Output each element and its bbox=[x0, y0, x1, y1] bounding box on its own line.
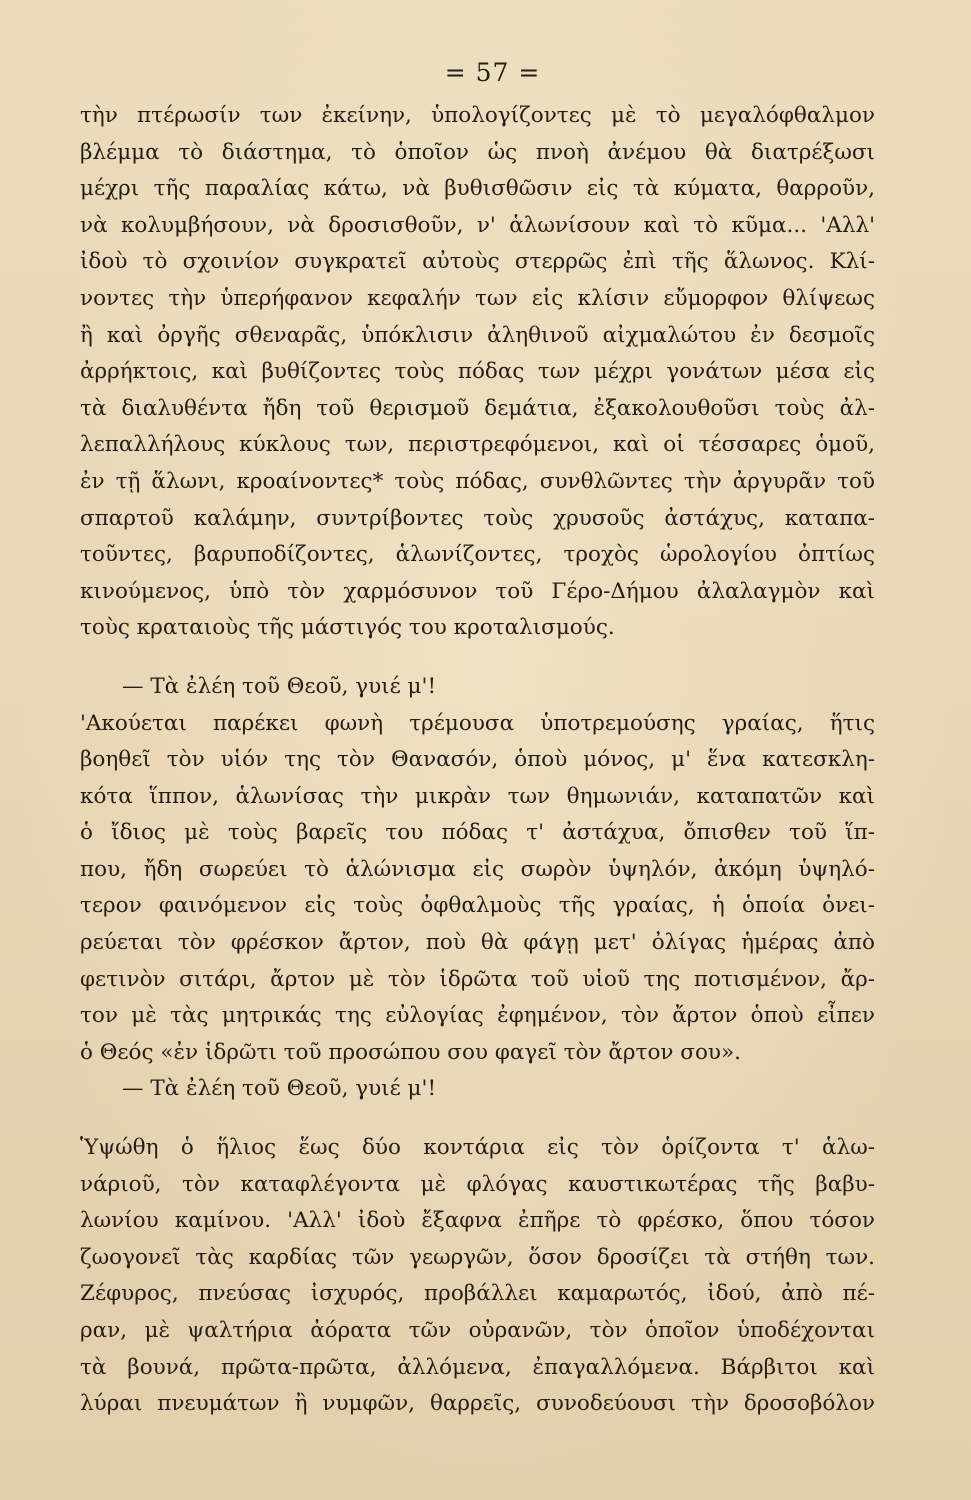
text-line: κότα ἵππον, ἁλωνίσας τὴν μικρὰν των θημωνιάν, καταπατῶν καὶ bbox=[80, 783, 875, 809]
text-line: που, ἤδη σωρεύει τὸ ἁλώνισμα εἰς σωρὸν ὑψηλόν, ἀκόμη ὑψηλό- bbox=[80, 856, 875, 882]
text-line: ζωογονεῖ τὰς καρδίας τῶν γεωργῶν, ὅσον δροσίζει τὰ στήθη των. bbox=[80, 1244, 875, 1270]
text-line: λωνίου καμίνου. 'Αλλ' ἰδοὺ ἔξαφνα ἐπῆρε τὸ φρέσκο, ὅπου τόσον bbox=[80, 1208, 875, 1234]
dialogue-line-1 bbox=[80, 669, 875, 706]
text-line: ἐν τῇ ἅλωνι, κροαίνοντες* τοὺς πόδας, συνθλῶντες τὴν ἀργυρᾶν τοῦ bbox=[80, 468, 875, 494]
text-line: τερον φαινόμενον εἰς τοὺς ὀφθαλμοὺς τῆς γραίας, ἡ ὁποία ὀνει- bbox=[80, 893, 875, 919]
text-line: τὰ διαλυθέντα ἤδη τοῦ θερισμοῦ δεμάτια, ἐξακολουθοῦσι τοὺς ἀλ- bbox=[80, 395, 875, 421]
text-line: — Τὰ ἐλέη τοῦ Θεοῦ, γυιέ μ'! bbox=[122, 673, 437, 699]
text-line: λύραι πνευμάτων ἢ νυμφῶν, θαρρεῖς, συνοδεύουσι τὴν δροσοβόλον bbox=[80, 1391, 875, 1417]
text-line: φετινὸν σιτάρι, ἄρτον μὲ τὸν ἱδρῶτα τοῦ υἱοῦ της ποτισμένον, ἄρ- bbox=[80, 966, 875, 992]
text-line: ἀρρήκτοις, καὶ βυθίζοντες τοὺς πόδας των μέχρι γονάτων μέσα εἰς bbox=[80, 359, 875, 385]
text-line: ἰδοὺ τὸ σχοινίον συγκρατεῖ αὐτοὺς στερρῶς ἐπὶ τῆς ἅλωνος. Κλί- bbox=[80, 249, 875, 275]
text-line: — Τὰ ἐλέη τοῦ Θεοῦ, γυιέ μ'! bbox=[122, 1076, 437, 1102]
text-line: νὰ κολυμβήσουν, νὰ δροσισθοῦν, ν' ἁλωνίσουν καὶ τὸ κῦμα... 'Αλλ' bbox=[80, 212, 875, 238]
text-line: λεπαλλήλους κύκλους των, περιστρεφόμενοι, καὶ οἱ τέσσαρες ὁμοῦ, bbox=[80, 432, 875, 458]
paragraph-3 bbox=[80, 1130, 875, 1423]
text-line: ὁ ἴδιος μὲ τοὺς βαρεῖς του πόδας τ' ἀστάχυα, ὄπισθεν τοῦ ἵπ- bbox=[80, 820, 875, 846]
text-line: νάριοῦ, τὸν καταφλέγοντα μὲ φλόγας καυστικωτέρας τῆς βαβυ- bbox=[80, 1171, 875, 1197]
text-line: μέχρι τῆς παραλίας κάτω, νὰ βυθισθῶσιν εἰς τὰ κύματα, θαρροῦν, bbox=[80, 176, 875, 202]
text-line: 'Ακούεται παρέκει φωνὴ τρέμουσα ὑποτρεμούσης γραίας, ἥτις bbox=[80, 710, 875, 736]
text-line: τὴν πτέρωσίν των ἐκείνην, ὑπολογίζοντες μὲ τὸ μεγαλόφθαλμον bbox=[80, 103, 875, 128]
paragraph-gap bbox=[80, 647, 875, 669]
text-line: τοῦντες, βαρυποδίζοντες, ἁλωνίζοντες, τροχὸς ὡρολογίου ὀπτίως bbox=[80, 542, 875, 568]
text-line: τὰ βουνά, πρῶτα-πρῶτα, ἀλλόμενα, ἐπαγαλλόμενα. Βάρβιτοι καὶ bbox=[80, 1354, 875, 1380]
dialogue-line-2 bbox=[80, 1071, 875, 1108]
text-line: κινούμενος, ὑπὸ τὸν χαρμόσυνον τοῦ Γέρο-Δήμου ἀλαλαγμὸν καὶ bbox=[80, 578, 875, 604]
page-number: = 57 = bbox=[444, 58, 541, 87]
text-line: ἢ καὶ ὀργῆς σθεναρᾶς, ὑπόκλισιν ἀληθινοῦ αἰχμαλώτου ἐν δεσμοῖς bbox=[80, 322, 875, 348]
text-line: βοηθεῖ τὸν υἱόν της τὸν Θανασόν, ὁποὺ μόνος, μ' ἕνα κατεσκλη- bbox=[80, 747, 875, 773]
text-line: Ζέφυρος, πνεύσας ἰσχυρός, προβάλλει καμαρωτός, ἰδού, ἀπὸ πέ- bbox=[80, 1281, 875, 1307]
text-line: τον μὲ τὰς μητρικάς της εὐλογίας ἐφημένον, τὸν ἄρτον ὁποὺ εἶπεν bbox=[80, 1003, 875, 1029]
text-line: ραν, μὲ ψαλτήρια ἀόρατα τῶν οὐρανῶν, τὸν ὁποῖον ὑποδέχονται bbox=[80, 1318, 875, 1343]
paragraph-1 bbox=[80, 98, 875, 647]
text-line: τοὺς κραταιοὺς τῆς μάστιγός του κροταλισμούς. bbox=[80, 615, 615, 641]
text-line: ρεύεται τὸν φρέσκον ἄρτον, ποὺ θὰ φάγῃ μετ' ὀλίγας ἡμέρας ἀπὸ bbox=[80, 930, 875, 956]
text-line: νοντες τὴν ὑπερήφανον κεφαλήν των εἰς κλίσιν εὔμορφον θλίψεως bbox=[80, 285, 875, 311]
paragraph-2 bbox=[80, 706, 875, 1072]
text-line: ὁ Θεός «ἐν ἱδρῶτι τοῦ προσώπου σου φαγεῖ τὸν ἄρτον σου». bbox=[80, 1039, 741, 1065]
text-line: Ὑψώθη ὁ ἥλιος ἕως δύο κοντάρια εἰς τὸν ὁρίζοντα τ' ἁλω- bbox=[80, 1135, 875, 1161]
text-line: σπαρτοῦ καλάμην, συντρίβοντες τοὺς χρυσοῦς ἀστάχυς, καταπα- bbox=[80, 505, 875, 531]
text-line: βλέμμα τὸ διάστημα, τὸ ὁποῖον ὡς πνοὴ ἀνέμου θὰ διατρέξωσι bbox=[80, 139, 875, 165]
paragraph-gap bbox=[80, 1108, 875, 1130]
